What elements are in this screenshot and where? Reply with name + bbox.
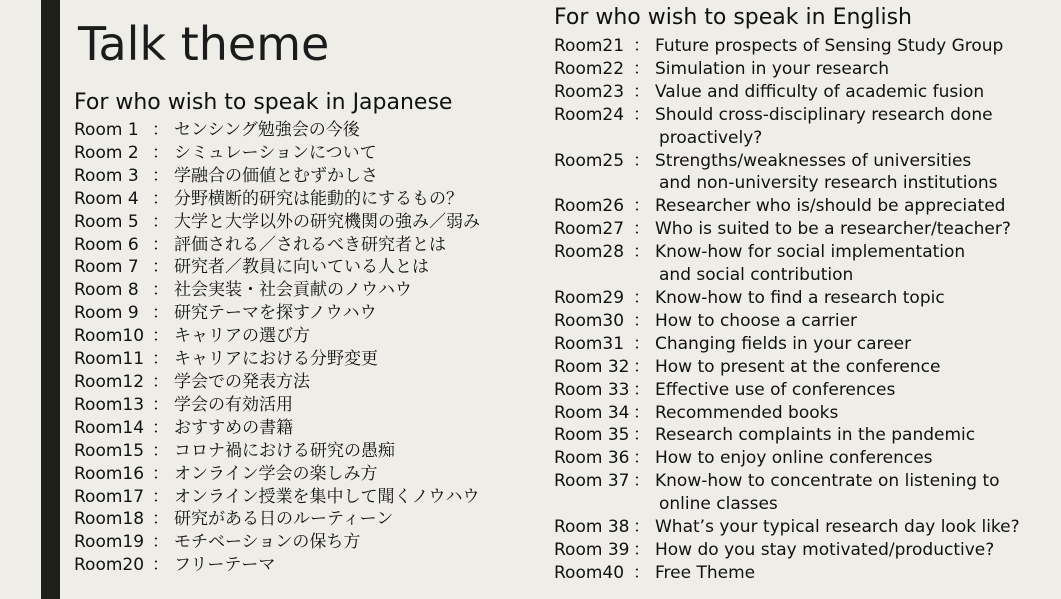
room-row <box>74 417 544 440</box>
room-number: Room26 <box>554 196 625 217</box>
room-number: Room27 <box>554 219 625 240</box>
room-topic <box>655 195 1005 218</box>
room-number: Room 32 <box>554 356 630 377</box>
room-topic <box>655 539 994 562</box>
room-separator: ： <box>152 188 169 209</box>
room-number: Room12 <box>74 371 145 392</box>
room-topic-line: Who is suited to be a researcher/teacher? <box>655 219 1011 240</box>
room-topic <box>655 356 940 379</box>
room-topic: 学融合の価値とむずかしさ <box>174 165 378 186</box>
room-separator: ： <box>152 280 169 301</box>
room-number: Room13 <box>74 394 145 415</box>
room-separator: ： <box>633 36 650 56</box>
room-separator: ： <box>152 257 169 278</box>
room-separator: ： <box>152 394 169 415</box>
room-separator: ： <box>152 486 169 507</box>
room-separator: ： <box>152 417 169 438</box>
room-row <box>74 256 544 279</box>
room-separator: ： <box>633 219 650 240</box>
room-number: Room17 <box>74 486 145 507</box>
room-number: Room23 <box>554 81 625 102</box>
room-number: Room 8 <box>74 280 139 301</box>
room-separator: ： <box>633 402 650 423</box>
room-topic: コロナ禍における研究の愚痴 <box>174 440 395 461</box>
room-topic: 大学と大学以外の研究機関の強み／弱み <box>174 211 480 232</box>
room-number: Room22 <box>554 58 625 79</box>
room-topic-line: Recommended books <box>655 402 839 423</box>
room-row <box>74 486 544 509</box>
room-row <box>554 287 1059 310</box>
room-topic <box>655 150 998 196</box>
room-row <box>554 58 1059 81</box>
room-topic <box>655 402 838 425</box>
room-number: Room16 <box>74 463 145 484</box>
room-separator: ： <box>633 333 650 354</box>
room-number: Room 3 <box>74 165 139 186</box>
room-separator: ： <box>633 379 650 400</box>
room-separator: ： <box>152 509 169 530</box>
room-separator: ： <box>152 371 169 392</box>
room-row <box>74 463 544 486</box>
room-topic <box>655 104 993 150</box>
room-row <box>554 195 1059 218</box>
room-topic <box>655 287 945 310</box>
room-topic-line: Know-how for social implementation <box>655 242 966 263</box>
room-topic: 分野横断的研究は能動的にするもの？ <box>174 188 463 209</box>
room-number: Room 35 <box>554 425 630 446</box>
room-number: Room25 <box>554 150 625 171</box>
room-topic-line: Should cross-disciplinary research done <box>655 104 993 125</box>
room-row <box>554 424 1059 447</box>
room-separator: ： <box>633 356 650 377</box>
room-separator: ： <box>152 120 169 140</box>
room-separator: ： <box>633 287 650 308</box>
room-row <box>554 470 1059 516</box>
room-topic-line: Effective use of conferences <box>655 379 896 400</box>
room-topic-line: Value and difficulty of academic fusion <box>655 81 985 102</box>
room-topic: 研究がある日のルーティーン <box>174 509 394 530</box>
room-row <box>74 142 544 165</box>
room-separator: ： <box>152 234 169 255</box>
room-row <box>554 379 1059 402</box>
room-number: Room24 <box>554 104 625 125</box>
slide-title: Talk theme <box>78 17 330 71</box>
room-number: Room 39 <box>554 539 630 560</box>
japanese-room-list <box>74 119 544 577</box>
room-number: Room15 <box>74 440 145 461</box>
room-separator: ： <box>633 471 650 492</box>
room-number: Room 36 <box>554 448 630 469</box>
room-topic-line: Know-how to find a research topic <box>655 287 945 308</box>
room-number: Room 6 <box>74 234 139 255</box>
room-topic: フリーテーマ <box>174 555 276 576</box>
room-topic: 評価される／されるべき研究者とは <box>174 234 446 255</box>
room-topic-line: Changing fields in your career <box>655 333 912 354</box>
room-topic-line: Know-how to concentrate on listening to <box>655 471 1000 492</box>
room-separator: ： <box>633 539 650 560</box>
room-topic-line: What’s your typical research day look like? <box>655 517 1020 538</box>
room-row <box>74 348 544 371</box>
room-separator: ： <box>633 150 650 171</box>
room-topic-line: Research complaints in the pandemic <box>655 425 976 446</box>
room-row <box>74 302 544 325</box>
room-separator: ： <box>633 58 650 79</box>
room-number: Room29 <box>554 287 625 308</box>
room-topic <box>655 333 911 356</box>
room-topic <box>655 562 755 585</box>
room-topic: 研究者／教員に向いている人とは <box>174 257 429 278</box>
room-topic: キャリアにおける分野変更 <box>174 349 378 370</box>
room-row <box>74 279 544 302</box>
room-number: Room10 <box>74 326 145 347</box>
room-row <box>554 516 1059 539</box>
room-number: Room28 <box>554 242 625 263</box>
room-row <box>554 447 1059 470</box>
room-topic <box>655 81 984 104</box>
room-topic: キャリアの選び方 <box>174 326 310 347</box>
room-topic <box>655 241 965 287</box>
room-topic: センシング勉強会の今後 <box>174 120 360 140</box>
room-separator: ： <box>152 142 169 163</box>
room-topic-line: Simulation in your research <box>655 58 890 79</box>
room-number: Room14 <box>74 417 145 438</box>
room-topic-line: and non-university research institutions <box>659 173 998 194</box>
room-row <box>554 35 1059 58</box>
room-separator: ： <box>152 349 169 370</box>
room-separator: ： <box>152 165 169 186</box>
room-separator: ： <box>152 211 169 232</box>
room-topic <box>655 470 1000 516</box>
room-topic-line: Strengths/weaknesses of universities <box>655 150 972 171</box>
room-topic-line: How to enjoy online conferences <box>655 448 933 469</box>
room-number: Room 34 <box>554 402 630 423</box>
room-row <box>74 211 544 234</box>
room-separator: ： <box>152 303 169 324</box>
room-separator: ： <box>633 310 650 331</box>
room-separator: ： <box>633 448 650 469</box>
room-separator: ： <box>152 555 169 576</box>
room-topic <box>655 447 933 470</box>
room-separator: ： <box>152 440 169 461</box>
japanese-section-heading: For who wish to speak in Japanese <box>74 90 453 115</box>
room-number: Room31 <box>554 333 625 354</box>
room-row <box>554 539 1059 562</box>
room-number: Room 4 <box>74 188 139 209</box>
room-topic-line: Future prospects of Sensing Study Group <box>655 36 1004 56</box>
room-topic-line: Free Theme <box>655 562 756 583</box>
room-row <box>74 440 544 463</box>
accent-bar <box>41 0 60 599</box>
room-topic-line: proactively? <box>659 127 763 148</box>
room-row <box>74 508 544 531</box>
room-topic-line: How to choose a carrier <box>655 310 858 331</box>
room-topic: おすすめの書籍 <box>174 417 294 438</box>
room-row <box>74 325 544 348</box>
room-number: Room30 <box>554 310 625 331</box>
room-row <box>74 188 544 211</box>
room-number: Room18 <box>74 509 145 530</box>
room-row <box>554 562 1059 585</box>
room-topic <box>655 218 1011 241</box>
room-row <box>74 119 544 142</box>
room-row <box>554 402 1059 425</box>
room-separator: ： <box>633 196 650 217</box>
room-topic-line: How to present at the conference <box>655 356 941 377</box>
room-row <box>554 356 1059 379</box>
room-separator: ： <box>633 104 650 125</box>
room-topic: 学会での発表方法 <box>174 371 310 392</box>
room-row <box>554 150 1059 196</box>
room-row <box>554 241 1059 287</box>
room-number: Room 37 <box>554 471 630 492</box>
room-row <box>554 310 1059 333</box>
room-row <box>554 218 1059 241</box>
room-topic <box>655 379 895 402</box>
room-topic: 研究テーマを探すノウハウ <box>174 303 377 324</box>
room-topic-line: and social contribution <box>659 265 854 286</box>
room-separator: ： <box>633 517 650 538</box>
room-topic: オンライン授業を集中して聞くノウハウ <box>174 486 480 507</box>
room-row <box>554 81 1059 104</box>
room-topic: シミュレーションについて <box>174 142 377 163</box>
room-topic <box>655 516 1020 539</box>
room-separator: ： <box>633 81 650 102</box>
room-row <box>74 165 544 188</box>
room-number: Room19 <box>74 532 145 553</box>
room-topic-line: Researcher who is/should be appreciated <box>655 196 1006 217</box>
room-row <box>554 104 1059 150</box>
room-row <box>554 333 1059 356</box>
room-number: Room 2 <box>74 142 139 163</box>
room-topic <box>655 58 889 81</box>
room-separator: ： <box>633 562 650 583</box>
room-number: Room 7 <box>74 257 139 278</box>
room-topic-line: How do you stay motivated/productive? <box>655 539 995 560</box>
english-section-heading: For who wish to speak in English <box>554 5 913 30</box>
room-topic <box>655 424 975 447</box>
room-number: Room 38 <box>554 517 630 538</box>
room-row <box>74 531 544 554</box>
room-topic: オンライン学会の楽しみ方 <box>174 463 378 484</box>
room-separator: ： <box>633 425 650 446</box>
room-number: Room 1 <box>74 120 139 140</box>
room-topic: モチベーションの保ち方 <box>174 532 361 553</box>
room-number: Room 33 <box>554 379 630 400</box>
room-separator: ： <box>152 463 169 484</box>
room-separator: ： <box>633 242 650 263</box>
room-row <box>74 234 544 257</box>
room-topic <box>655 35 1003 58</box>
room-number: Room40 <box>554 562 625 583</box>
room-row <box>74 554 544 577</box>
room-separator: ： <box>152 326 169 347</box>
room-topic: 学会の有効活用 <box>174 394 293 415</box>
room-topic: 社会実装・社会貢献のノウハウ <box>174 280 412 301</box>
room-number: Room21 <box>554 36 625 56</box>
room-separator: ： <box>152 532 169 553</box>
room-number: Room 9 <box>74 303 139 324</box>
room-number: Room20 <box>74 555 145 576</box>
room-row <box>74 371 544 394</box>
room-row <box>74 394 544 417</box>
room-number: Room 5 <box>74 211 139 232</box>
room-number: Room11 <box>74 349 145 370</box>
room-topic-line: online classes <box>659 494 778 515</box>
room-topic <box>655 310 857 333</box>
english-room-list <box>554 35 1059 585</box>
